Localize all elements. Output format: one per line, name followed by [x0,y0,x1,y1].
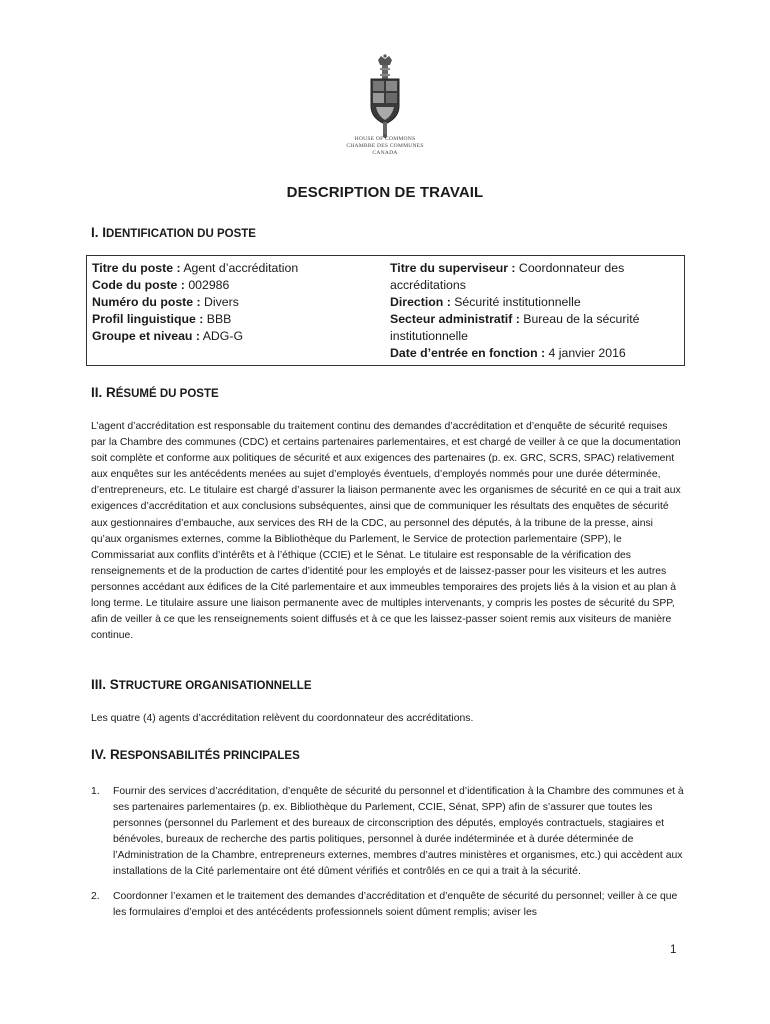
list-item [91,784,685,881]
id-row-title: Titre du poste : Agent d’accréditation [92,261,299,275]
list-item-text: Fournir des services d’accréditation, d’enquête de sécurité du personnel et d’identification à la Chambre des communes et à ses partenaires parlementaires (p. ex. Bibliothèque du Parlement, CCIE, Sénat, SPP) afin de s’assurer que toutes les personnes (personnel du Parlement et des bureaux de circonscription des députés, employés contractuels, stagiaires et bénévoles, bureaux de recherche des partis politiques, personnel à durée indéterminée et à durée déterminée de l’Administration de la Chambre, entrepreneurs externes, membres d’autres ministères et organismes, etc.) qui accèdent aux installations de la Cité parlementaire ont été dûment vérifiés et contrôlés en ce qui a trait à la sécurité. [113,786,684,878]
section-heading-identification [91,225,256,240]
list-item-number: 2. [91,890,100,902]
responsibilities-list [91,784,685,929]
section-rest: DENTIFICATION DU POSTE [106,228,256,240]
list-item [91,889,685,921]
document-title: DESCRIPTION DE TRAVAIL [286,184,484,201]
structure-paragraph: Les quatre (4) agents d’accréditation relèvent du coordonnateur des accréditations. [91,713,474,724]
id-row-supervisor: Titre du superviseur : Coordonnateur des accréditations [390,261,625,292]
id-row-group: Groupe et niveau : ADG-G [92,329,244,343]
crest-line-2: CHAMBRE DES COMMUNES [346,143,424,149]
id-row-code: Code du poste : 002986 [92,278,230,292]
id-row-number: Numéro du poste : Divers [92,295,239,309]
section-number: I. [91,225,103,240]
page-number: 1 [670,944,677,956]
list-item-number: 1. [91,786,100,797]
identification-right-column [390,260,680,362]
section-heading-responsibilities: IV. RESPONSABILITÉS PRINCIPALES [91,747,300,762]
identification-table [86,255,685,366]
crest-line-1: HOUSE OF COMMONS [354,136,416,142]
section-heading-structure: III. STRUCTURE ORGANISATIONNELLE [91,677,312,692]
section-heading-summary: II. RÉSUMÉ DU POSTE [91,385,219,400]
id-row-date: Date d’entrée en fonction : 4 janvier 2016 [390,346,626,360]
crest-line-3: CANADA [372,150,398,156]
crest-caption [330,136,440,157]
identification-left-column [92,260,382,345]
summary-paragraph: L’agent d’accréditation est responsable du traitement continu des demandes d’accréditation et d’enquête de sécurité requises par la Chambre des communes (CDC) et certains partenaires parlementaires, et est chargé de veiller à ce que la documentation soit complète et conforme aux politiques de sécurité et aux exigences des partenaires (p. ex. GRC, SCRS, SPAC) relativement aux enquêtes sur les antécédents menées au sujet d’employés éventuels, d’employés nommés pour une durée déterminée, d’entrepreneurs, etc. Le titulaire est chargé d’assurer la liaison permanente avec les organismes de sécurité en ce qui a trait aux exigences d’accréditation et aux conclusions subséquentes, ainsi que de communiquer les résultats des enquêtes de sécurité aux gestionnaires d’embauche, aux services des RH de la CDC, au personnel des députés, à la tribune de la presse, ainsi qu’aux organismes externes, comme la Bibliothèque du Parlement, le Service de protection parlementaire (SPP), le Commissariat aux conflits d’intérêts et à l’éthique (CCIE) et le Sénat. Le titulaire est responsable de la vérification des renseignements et de la production de cartes d’identité pour les employés et de laissez-passer pour les visiteurs et les autres personnes accédant aux édifices de la Cité parlementaire et aux immeubles temporaires des projets liés à la vision et au plan à long terme. Le titulaire assure une liaison permanente avec de multiples intervenants, y compris les postes de sécurité du SPP, afin de veiller à ce que les renseignements soient diffusés et à ce que les laissez-passer soient remis aux visiteurs de manière continue. [91,421,681,642]
section-initial: I [102,225,107,240]
id-row-direction: Direction : Sécurité institutionnelle [390,295,581,309]
list-item-text: Coordonner l’examen et le traitement des demandes d’accréditation et d’enquête de sécurité du personnel; veiller à ce que les formulaires d’emploi et des antécédents professionnels soient dûment remplis; aviser les [113,890,678,918]
id-row-language: Profil linguistique : BBB [92,312,232,326]
id-row-sector: Secteur administratif : Bureau de la sécurité institutionnelle [390,312,640,343]
